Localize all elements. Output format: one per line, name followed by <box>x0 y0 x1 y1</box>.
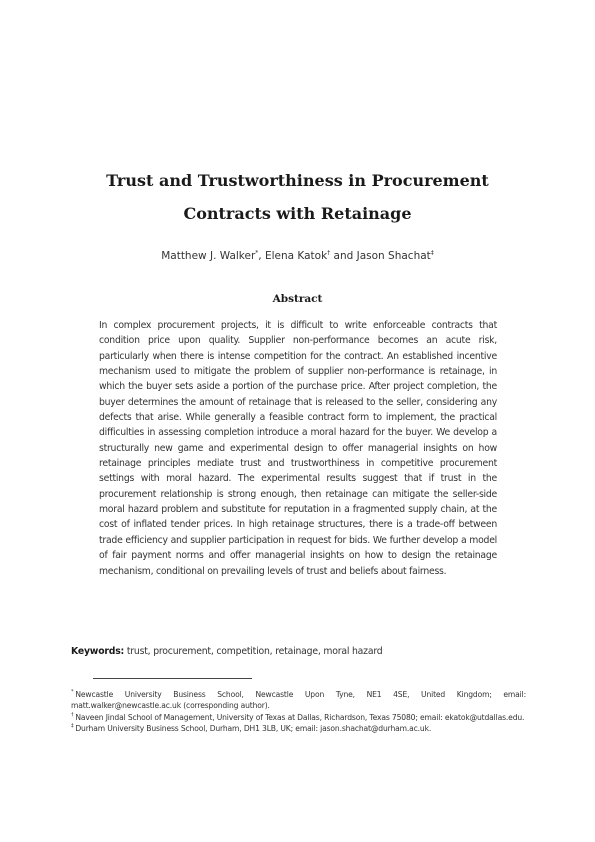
abstract-body: In complex procurement projects, it is difficult to write enforceable contracts that condition price upon quality. Supplier non-performance becomes an acute risk, particularly when there is intense competition for the contract. An established incentive mechanism used to mitigate the problem of supplier non-performance is retainage, in which the buyer sets aside a portion of the purchase price. After project completion, the buyer determines the amount of retainage that is released to the seller, considering any defects that arise. While generally a feasible contract form to implement, the practical difficulties in assessing completion introduce a moral hazard for the buyer. We develop a structurally new game and experimental design to offer managerial insights on how retainage principles mediate trust and trustworthiness in competitive procurement settings with moral hazard. The experimental results suggest that if trust in the procurement relationship is strong enough, then retainage can mitigate the seller-side moral hazard problem and substitute for reputation in a fragmented supply chain, at the cost of inflated tender prices. In high retainage structures, there is a trade-off between trade efficiency and supplier participation in request for bids. We further develop a model of fair payment norms and offer managerial insights on how to design the retainage mechanism, conditional on prevailing levels of trust and beliefs about fairness. <box>99 320 497 577</box>
title-line-1: Trust and Trustworthiness in Procurement <box>106 171 489 190</box>
abstract-heading: Abstract <box>272 293 323 305</box>
author-affiliation-mark: † <box>327 249 331 257</box>
author-affiliation-mark: * <box>255 249 259 257</box>
footnote-text: Newcastle University Business School, Newcastle Upon Tyne, NE1 4SE, United Kingdom; email: matt.walker@newcastle.ac.uk (corresponding author). <box>71 690 526 711</box>
footnote <box>71 723 526 734</box>
title-line-2: Contracts with Retainage <box>183 204 412 223</box>
footnotes <box>71 689 526 734</box>
author-separator: and <box>330 250 357 262</box>
author-separator: , <box>258 250 265 262</box>
footnote-text: Naveen Jindal School of Management, University of Texas at Dallas, Richardson, Texas 75080; email: ekatok@utdallas.edu. <box>75 712 525 722</box>
footnote-text: Durham University Business School, Durham, DH1 3LB, UK; email: jason.shachat@durham.ac.uk. <box>75 723 432 733</box>
author-list <box>60 250 535 262</box>
keywords-line <box>71 646 531 657</box>
paper-title <box>60 164 535 230</box>
footnote-mark: † <box>71 712 74 719</box>
footnote <box>71 689 526 712</box>
keywords-label: Keywords: <box>71 646 125 657</box>
footnote-mark: * <box>71 689 74 696</box>
author-name: Jason Shachat <box>356 250 431 262</box>
footnote-divider <box>93 678 252 679</box>
author-name: Matthew J. Walker <box>161 250 256 262</box>
author-affiliation-mark: ‡ <box>430 249 434 257</box>
keywords-text: trust, procurement, competition, retainage, moral hazard <box>124 646 383 657</box>
footnote <box>71 712 526 723</box>
footnote-mark: ‡ <box>71 723 74 730</box>
author-name: Elena Katok <box>264 250 328 262</box>
